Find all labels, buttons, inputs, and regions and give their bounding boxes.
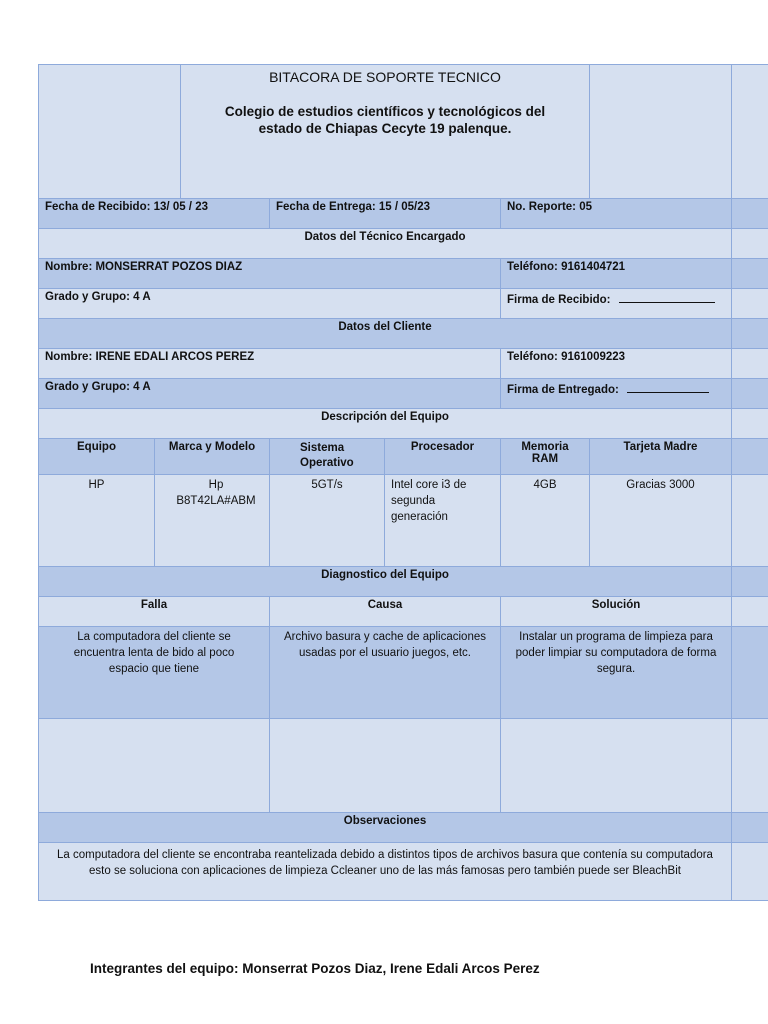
diagnostic-section-row [39,567,768,597]
empty-cell [39,719,270,813]
margin-cell [732,843,768,901]
technician-grade-row [39,289,768,319]
header-row [39,65,768,199]
institution-line-1: Colegio de estudios científicos y tecnológicos del [224,104,546,119]
diagnostic-empty-row [39,719,768,813]
margin-cell [732,229,768,259]
diagnostic-header: Solución [501,597,732,627]
support-log-table [38,64,768,901]
equipment-header-row [39,439,768,475]
diagnostic-values-row [39,627,768,719]
equipment-value: HP [39,475,155,567]
equipment-value: Hp B8T42LA#ABM [155,475,270,567]
margin-cell [732,289,768,319]
technician-name-row [39,259,768,289]
delivered-signature-label: Firma de Entregado: [507,384,619,396]
logo-right-cell [590,65,732,199]
margin-cell [732,627,768,719]
equipment-value: Gracias 3000 [590,475,732,567]
observations-section-title: Observaciones [39,813,732,843]
delivery-date: Fecha de Entrega: 15 / 05/23 [270,199,501,229]
signature-line [627,381,709,393]
institution-line-2: estado de Chiapas Cecyte 19 palenque. [258,121,512,136]
margin-cell [732,349,768,379]
diagnostic-header: Causa [270,597,501,627]
signature-line [619,291,715,303]
delivered-signature-field [501,379,732,409]
client-grade: Grado y Grupo: 4 A [39,379,501,409]
empty-cell [270,719,501,813]
support-log-sheet [38,64,768,901]
cause-description: Archivo basura y cache de aplicaciones usadas por el usuario juegos, etc. [270,627,501,719]
client-section-row [39,319,768,349]
received-date: Fecha de Recibido: 13/ 05 / 23 [39,199,270,229]
margin-cell [732,199,768,229]
margin-cell [732,65,768,199]
margin-cell [732,813,768,843]
solution-description: Instalar un programa de limpieza para poder limpiar su computadora de forma segura. [501,627,732,719]
diagnostic-section-title: Diagnostico del Equipo [39,567,732,597]
margin-cell [732,597,768,627]
technician-grade: Grado y Grupo: 4 A [39,289,501,319]
received-signature-field [501,289,732,319]
margin-cell [732,379,768,409]
received-signature-label: Firma de Recibido: [507,294,611,306]
technician-section-title: Datos del Técnico Encargado [39,229,732,259]
technician-section-row [39,229,768,259]
margin-cell [732,567,768,597]
client-name: Nombre: IRENE EDALI ARCOS PEREZ [39,349,501,379]
client-name-row [39,349,768,379]
client-phone: Teléfono: 9161009223 [501,349,732,379]
margin-cell [732,719,768,813]
diagnostic-header: Falla [39,597,270,627]
equipment-header: Memoria RAM [501,439,590,475]
margin-cell [732,319,768,349]
logo-left-cell [39,65,181,199]
observations-text: La computadora del cliente se encontraba reantelizada debido a distintos tipos de archivos basura que contenía su computadora esto se soluciona con aplicaciones de limpieza Ccleaner uno de las más famosas pero también puede ser BleachBit [39,843,732,901]
observations-text-row [39,843,768,901]
equipment-value: Intel core i3 de segunda generación [385,475,501,567]
equipment-header: Marca y Modelo [155,439,270,475]
diagnostic-header-row [39,597,768,627]
equipment-header: Tarjeta Madre [590,439,732,475]
margin-cell [732,439,768,475]
client-section-title: Datos del Cliente [39,319,732,349]
institution-name [187,103,583,137]
equipment-section-title: Descripción del Equipo [39,409,732,439]
report-number: No. Reporte: 05 [501,199,732,229]
margin-cell [732,259,768,289]
equipment-values-row [39,475,768,567]
team-members: Integrantes del equipo: Monserrat Pozos Diaz, Irene Edali Arcos Perez [90,961,540,976]
technician-phone: Teléfono: 9161404721 [501,259,732,289]
margin-cell [732,409,768,439]
client-grade-row [39,379,768,409]
margin-cell [732,475,768,567]
equipment-header: Equipo [39,439,155,475]
equipment-value: 4GB [501,475,590,567]
observations-section-row [39,813,768,843]
equipment-header: Sistema Operativo [270,439,385,475]
document-title: BITACORA DE SOPORTE TECNICO [269,69,501,85]
technician-name: Nombre: MONSERRAT POZOS DIAZ [39,259,501,289]
dates-row [39,199,768,229]
empty-cell [501,719,732,813]
equipment-value: 5GT/s [270,475,385,567]
failure-description: La computadora del cliente se encuentra lenta de bido al poco espacio que tiene [39,627,270,719]
equipment-header: Procesador [385,439,501,475]
equipment-section-row [39,409,768,439]
header-title-cell [181,65,590,199]
